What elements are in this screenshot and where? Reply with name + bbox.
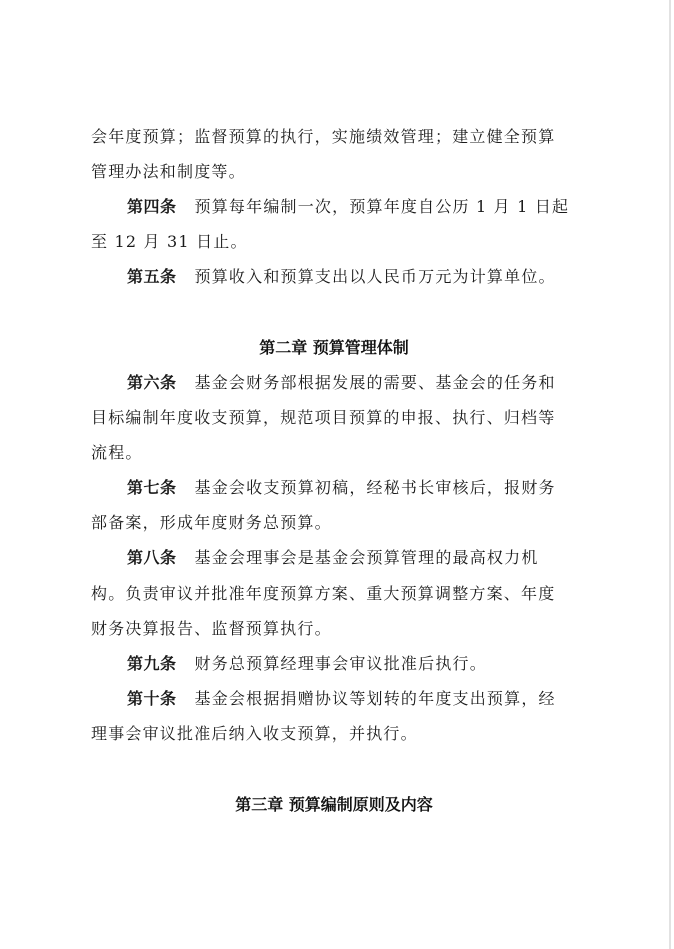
paragraph-line: 部备案，形成年度财务总预算。 — [91, 513, 332, 532]
chapter-3-heading: 第三章 预算编制原则及内容 — [235, 795, 433, 814]
article-6-label: 第六条 — [127, 373, 177, 392]
paragraph-line: 理事会审议批准后纳入收支预算，并执行。 — [91, 724, 418, 743]
article-6-text: 基金会财务部根据发展的需要、基金会的任务和 — [194, 373, 556, 392]
paragraph-line: 构。负责审议并批准年度预算方案、重大预算调整方案、年度 — [91, 584, 556, 603]
article-8-text: 基金会理事会是基金会预算管理的最高权力机 — [194, 548, 539, 567]
article-5-line — [127, 267, 581, 287]
paragraph-line: 流程。 — [91, 443, 143, 462]
article-8-label: 第八条 — [127, 548, 177, 567]
article-6-line — [127, 373, 581, 393]
article-7-line — [127, 478, 581, 498]
article-8-line — [127, 548, 581, 568]
article-9-text: 财务总预算经理事会审议批准后执行。 — [194, 654, 487, 673]
paragraph-line: 至 12 月 31 日止。 — [91, 232, 248, 251]
article-5-label: 第五条 — [127, 267, 177, 286]
article-7-label: 第七条 — [127, 478, 177, 497]
article-10-label: 第十条 — [127, 689, 177, 708]
paragraph-line: 目标编制年度收支预算，规范项目预算的申报、执行、归档等 — [91, 408, 556, 427]
page-edge-divider — [669, 0, 671, 949]
article-10-line — [127, 689, 581, 709]
article-10-text: 基金会根据捐赠协议等划转的年度支出预算，经 — [194, 689, 556, 708]
article-9-label: 第九条 — [127, 654, 177, 673]
article-4-line — [127, 197, 581, 217]
article-4-label: 第四条 — [127, 197, 177, 216]
article-4-text: 预算每年编制一次，预算年度自公历 1 月 1 日起 — [194, 197, 570, 216]
chapter-2-heading: 第二章 预算管理体制 — [259, 338, 409, 357]
paragraph-line: 会年度预算；监督预算的执行，实施绩效管理；建立健全预算 — [91, 127, 556, 146]
article-7-text: 基金会收支预算初稿，经秘书长审核后，报财务 — [194, 478, 556, 497]
paragraph-line: 财务决算报告、监督预算执行。 — [91, 619, 332, 638]
paragraph-line: 管理办法和制度等。 — [91, 162, 246, 181]
article-9-line — [127, 654, 581, 674]
article-5-text: 预算收入和预算支出以人民币万元为计算单位。 — [194, 267, 556, 286]
